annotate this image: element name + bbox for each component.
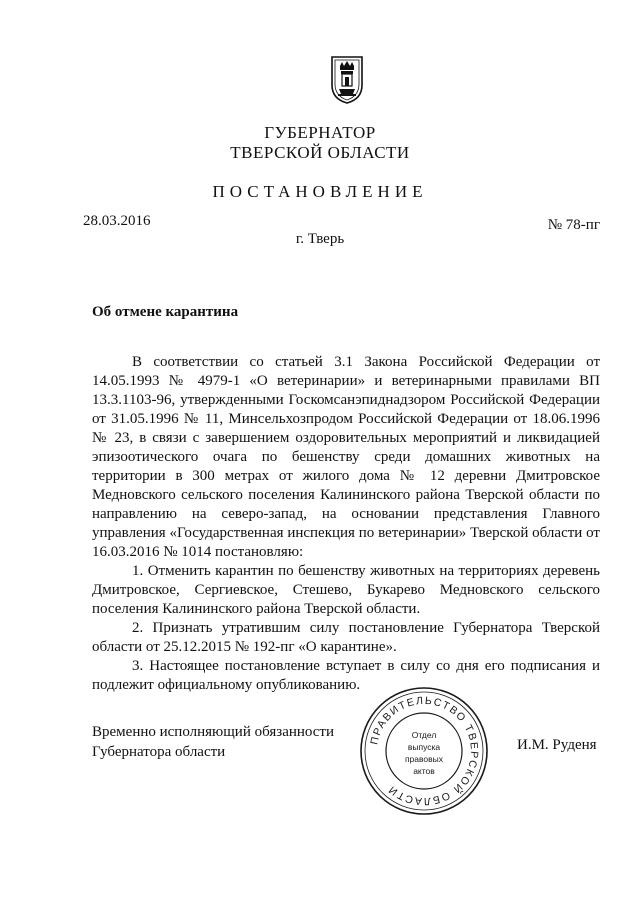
- resolution-item-1: 1. Отменить карантин по бешенству животных на территориях деревень Дмитровское, Сергиевское, Стешево, Букарево Медновского сельского поселения Калининского района Тверской области.: [92, 563, 600, 617]
- signatory-position-line2: Губернатора области: [92, 744, 226, 760]
- document-type-heading: ПОСТАНОВЛЕНИЕ: [212, 182, 428, 201]
- authority-title-line1: ГУБЕРНАТОР: [264, 123, 376, 142]
- signatory-position: [92, 722, 334, 762]
- document-body: [92, 353, 600, 695]
- stamp-center-line2: выпуска: [407, 742, 441, 752]
- document-subject: Об отмене карантина: [92, 304, 239, 320]
- stamp-ring-text: ПРАВИТЕЛЬСТВО ТВЕРСКОЙ ОБЛАСТИ: [368, 694, 481, 808]
- authority-title-line2: ТВЕРСКОЙ ОБЛАСТИ: [230, 143, 410, 162]
- document-city: г. Тверь: [295, 231, 345, 247]
- document-number: № 78-пг: [547, 217, 600, 233]
- coat-of-arms-icon: [330, 55, 364, 105]
- signatory-position-line1: Временно исполняющий обязанности: [92, 724, 335, 740]
- official-stamp: [358, 685, 490, 817]
- resolution-item-3: 3. Настоящее постановление вступает в силу со дня его подписания и подлежит официальному опубликованию.: [92, 658, 600, 693]
- signatory-name: И.М. Руденя: [517, 737, 597, 753]
- preamble-paragraph: В соответствии со статьей 3.1 Закона Российской Федерации от 14.05.1993 № 4979-1 «О ветеринарии» и ветеринарными правилами ВП 13.3.1103-96, утвержденными Госкомсанэпиднадзором Российской Федерации от 31.05.1996 № 11, Минсельхозпродом Российской Федерации от 18.06.1996 № 23, в связи с завершением оздоровительных мероприятий и ликвидацией эпизоотического очага по бешенству среди домашних животных на территории в 300 метрах от жилого дома № 12 деревни Дмитровское Медновского сельского поселения Калининского района Тверской области по направлению на северо-запад, на основании представления Главного управления «Государственная инспекция по ветеринарии» Тверской области от 16.03.2016 № 1014 постановляю:: [92, 354, 600, 560]
- stamp-center-line4: актов: [413, 766, 435, 776]
- resolution-item-2: 2. Признать утратившим силу постановление Губернатора Тверской области от 25.12.2015 № 192-пг «О карантине».: [92, 620, 600, 655]
- document-date: 28.03.2016: [83, 213, 151, 229]
- stamp-center-line3: правовых: [404, 754, 444, 764]
- stamp-center-line1: Отдел: [411, 730, 437, 740]
